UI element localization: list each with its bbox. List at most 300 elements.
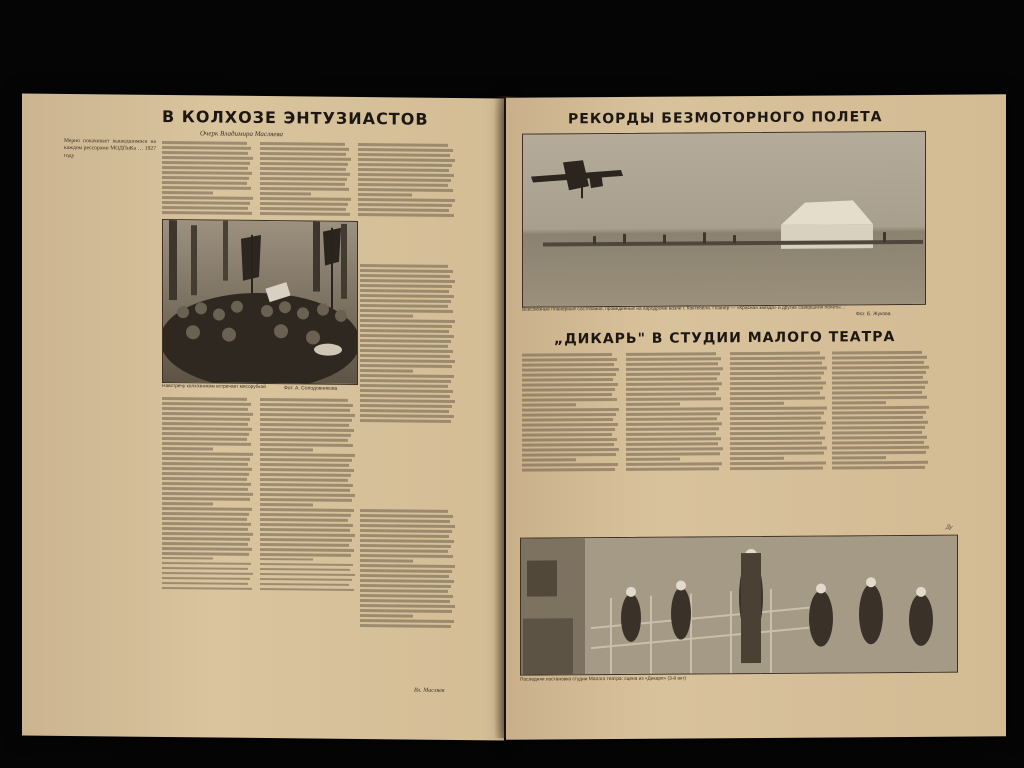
- text-line: [522, 373, 616, 376]
- text-line: [626, 403, 680, 406]
- text-line: [730, 432, 820, 435]
- text-line: [162, 447, 213, 450]
- left-text-column-5: [360, 262, 456, 503]
- text-line: [162, 532, 253, 536]
- text-line: [360, 519, 450, 523]
- text-line: [360, 349, 453, 353]
- text-line: [358, 203, 452, 207]
- text-line: [162, 417, 250, 421]
- text-line: [162, 537, 250, 541]
- text-line: [626, 373, 720, 376]
- text-line: [522, 408, 619, 411]
- text-line: [260, 463, 349, 467]
- text-line: [730, 422, 826, 425]
- text-line: [626, 412, 720, 415]
- text-line: [358, 208, 449, 212]
- left-text-column-8: [360, 507, 456, 688]
- text-line: [162, 482, 251, 486]
- text-line: [626, 447, 723, 450]
- text-line: [832, 431, 922, 434]
- text-line: [162, 141, 247, 144]
- text-line: [260, 423, 349, 427]
- text-line: [260, 498, 352, 502]
- text-line: [260, 418, 352, 422]
- text-line: [360, 574, 449, 578]
- text-line: [260, 533, 355, 537]
- text-line: [730, 462, 826, 465]
- text-line: [360, 374, 454, 378]
- text-line: [358, 173, 454, 177]
- text-line: [832, 466, 925, 469]
- text-line: [162, 176, 249, 180]
- text-line: [360, 399, 455, 403]
- text-line: [360, 369, 413, 372]
- text-line: [522, 443, 614, 446]
- text-line: [522, 468, 615, 471]
- text-line: [162, 211, 252, 215]
- text-line: [162, 477, 247, 480]
- text-line: [260, 197, 351, 201]
- text-line: [162, 196, 253, 200]
- text-line: [730, 467, 823, 470]
- text-line: [832, 376, 923, 379]
- text-line: [360, 609, 452, 613]
- text-line: [162, 582, 248, 585]
- right-photo-theatre: [520, 535, 958, 676]
- text-line: [522, 413, 616, 416]
- text-line: [260, 177, 347, 181]
- text-line: [832, 436, 927, 439]
- text-line: [162, 407, 248, 410]
- text-line: [260, 493, 355, 497]
- right-signature: Ду: [946, 524, 953, 531]
- text-line: [360, 279, 455, 283]
- text-line: [162, 462, 248, 465]
- text-line: [260, 433, 351, 437]
- text-line: [360, 284, 452, 288]
- text-line: [832, 396, 927, 399]
- left-signature: Вл. Масляев: [414, 687, 445, 694]
- crowd-photo-image: [163, 220, 357, 384]
- text-line: [260, 468, 354, 472]
- text-line: [730, 357, 825, 360]
- text-line: [162, 181, 247, 184]
- text-line: [360, 524, 455, 528]
- text-line: [162, 547, 252, 551]
- text-line: [260, 583, 349, 587]
- text-line: [360, 389, 453, 393]
- text-line: [162, 562, 251, 566]
- text-line: [832, 406, 929, 409]
- text-line: [162, 206, 248, 209]
- text-line: [162, 201, 250, 205]
- left-text-column-1: Мерно покачивает вышедшимися на каждом рессорами МОДПиКа … 1927 году: [64, 137, 156, 159]
- text-line: [162, 492, 253, 496]
- text-line: [730, 392, 820, 395]
- text-line: [162, 497, 250, 501]
- text-line: [162, 437, 247, 440]
- right-page: [506, 94, 1006, 739]
- left-text-column-6: [162, 395, 254, 686]
- text-line: [626, 388, 719, 391]
- text-line: [522, 383, 618, 386]
- text-line: [360, 509, 448, 513]
- text-line: [626, 378, 717, 381]
- right-text-column-3: [730, 349, 828, 532]
- text-line: [730, 362, 822, 365]
- text-line: [522, 353, 612, 356]
- text-line: [832, 381, 928, 384]
- text-line: [522, 368, 619, 371]
- text-line: [162, 507, 252, 511]
- left-headline: В КОЛХОЗЕ ЭНТУЗИАСТОВ: [162, 106, 429, 129]
- text-line: [730, 397, 825, 400]
- text-line: [360, 514, 453, 518]
- text-line: [162, 567, 248, 570]
- text-line: [522, 428, 615, 431]
- text-line: [360, 269, 453, 273]
- right-photo-glider-field: [522, 131, 926, 308]
- text-line: [522, 423, 618, 426]
- right-text-column-1: [522, 351, 620, 534]
- text-line: [832, 386, 925, 389]
- text-line: [260, 202, 348, 206]
- text-line: [162, 166, 248, 169]
- text-line: [358, 183, 448, 187]
- text-line: [522, 393, 612, 396]
- text-line: [522, 438, 617, 441]
- text-line: [260, 488, 350, 492]
- text-line: [360, 589, 448, 593]
- text-line: [360, 614, 413, 617]
- text-line: [260, 448, 313, 451]
- text-line: [162, 467, 252, 471]
- text-line: [162, 412, 253, 416]
- text-line: [360, 544, 451, 548]
- text-line: [162, 487, 248, 490]
- text-line: [360, 294, 454, 298]
- text-line: [730, 437, 825, 440]
- text-line: [360, 309, 453, 313]
- right-text-column-4: [832, 349, 930, 532]
- text-line: [522, 363, 614, 366]
- text-line: [730, 407, 827, 410]
- text-line: [260, 548, 354, 552]
- text-line: [626, 363, 718, 366]
- text-line: [162, 171, 252, 175]
- text-line: [730, 442, 822, 445]
- text-line: [360, 404, 452, 408]
- text-line: [626, 368, 723, 371]
- text-line: [522, 418, 613, 421]
- text-line: [626, 422, 722, 425]
- text-line: [260, 147, 349, 151]
- text-line: [626, 393, 716, 396]
- right-headline-1: РЕКОРДЫ БЕЗМОТОРНОГО ПОЛЕТА: [568, 109, 883, 128]
- text-line: [360, 289, 449, 293]
- text-line: [162, 397, 247, 400]
- text-line: [360, 584, 451, 588]
- text-line: [730, 417, 821, 420]
- text-line: [260, 503, 313, 506]
- right-photo-2-caption: Последняя постановка студии Малого театра: сцена из «Дикаря» (3-й акт): [520, 676, 687, 683]
- text-line: [360, 529, 452, 533]
- left-byline: Очерк Владимира Масляева: [200, 129, 283, 139]
- text-line: [260, 408, 350, 412]
- text-line: [358, 158, 455, 162]
- text-line: [832, 426, 925, 429]
- text-line: [626, 442, 718, 445]
- text-line: [626, 427, 719, 430]
- right-headline-2: „ДИКАРЬ" В СТУДИИ МАЛОГО ТЕАТРА: [554, 329, 896, 348]
- text-line: [522, 398, 617, 401]
- text-line: [360, 334, 454, 338]
- text-line: [832, 451, 926, 454]
- text-line: [360, 559, 413, 562]
- text-line: [730, 457, 784, 460]
- text-line: [832, 456, 886, 459]
- text-line: [260, 513, 351, 517]
- text-line: [162, 402, 251, 406]
- text-line: [360, 354, 450, 358]
- text-line: [260, 568, 350, 572]
- text-line: [260, 212, 350, 216]
- text-line: [162, 186, 251, 190]
- text-line: [730, 367, 827, 370]
- text-line: [360, 409, 449, 413]
- text-line: [260, 543, 349, 547]
- left-text-column-4: [358, 141, 456, 260]
- text-line: [360, 314, 413, 317]
- text-line: [360, 539, 454, 543]
- magazine-spread: [22, 96, 1012, 738]
- text-line: [360, 339, 451, 343]
- text-line: [260, 162, 348, 166]
- left-photo-caption: Навстречу колхозникам встречает мясорубкой: [162, 383, 266, 391]
- text-line: [626, 462, 722, 465]
- text-line: [358, 193, 412, 196]
- text-line: [832, 401, 886, 404]
- text-line: [162, 587, 252, 591]
- text-line: [162, 452, 253, 456]
- text-line: [260, 523, 353, 527]
- text-line: [360, 624, 451, 628]
- text-line: [162, 552, 249, 556]
- text-line: [626, 458, 680, 461]
- text-line: [730, 402, 784, 405]
- text-line: [260, 443, 353, 447]
- text-line: [832, 446, 929, 449]
- text-line: [360, 359, 455, 363]
- text-line: [260, 578, 352, 582]
- text-line: [260, 473, 351, 477]
- text-line: [260, 438, 348, 442]
- text-line: [360, 579, 454, 583]
- text-line: [730, 427, 823, 430]
- text-line: [832, 351, 922, 354]
- text-line: [522, 388, 615, 391]
- text-line: [358, 188, 453, 192]
- text-line: [360, 364, 452, 368]
- text-line: [832, 421, 928, 424]
- left-photo-credit: Фот. А. Солодовникова: [284, 385, 338, 392]
- text-line: [162, 527, 248, 530]
- text-line: [730, 447, 827, 450]
- text-line: [260, 508, 354, 512]
- text-line: [360, 564, 455, 568]
- text-line: [832, 441, 924, 444]
- text-line: [626, 353, 716, 356]
- text-line: [360, 344, 448, 348]
- text-line: [832, 416, 923, 419]
- text-line: [260, 573, 355, 577]
- text-line: [260, 453, 355, 457]
- text-line: [358, 148, 453, 152]
- text-line: [626, 407, 723, 410]
- text-line: [730, 387, 823, 390]
- text-line: [832, 361, 924, 364]
- text-line: [730, 377, 821, 380]
- text-line: [730, 352, 820, 355]
- text-line: [360, 324, 452, 328]
- text-line: [522, 453, 616, 456]
- text-line: [626, 383, 722, 386]
- text-line: [260, 192, 311, 195]
- text-line: [832, 356, 927, 359]
- text-line: [260, 413, 355, 417]
- text-line: [626, 432, 716, 435]
- text-line: [522, 403, 576, 406]
- left-text-column-7: [260, 396, 356, 687]
- right-photo-1-credit: Фот. Б. Жукова: [856, 311, 891, 318]
- text-line: [360, 554, 453, 558]
- text-line: [162, 517, 247, 520]
- text-line: [260, 478, 348, 482]
- text-line: [162, 156, 253, 160]
- text-line: [162, 577, 250, 581]
- text-line: [730, 412, 824, 415]
- right-text-column-2: [626, 350, 724, 533]
- right-photo-1-caption: Всесоюзные планерные состязания, проведенные на аэродроме возле г. Коктебеля. Планер — «Красная звезда» и другие совершили полеты…: [522, 305, 846, 313]
- text-line: [358, 178, 451, 182]
- text-line: [832, 371, 926, 374]
- left-photo-crowd: [162, 219, 358, 385]
- text-line: [260, 172, 350, 176]
- text-line: [260, 398, 348, 402]
- text-line: [730, 372, 824, 375]
- text-line: [360, 299, 451, 303]
- theatre-photo-image: [521, 536, 957, 675]
- text-line: [260, 167, 346, 170]
- text-line: [626, 437, 721, 440]
- text-line: [260, 563, 353, 567]
- text-line: [360, 264, 448, 268]
- text-line: [260, 588, 354, 592]
- text-line: [360, 599, 450, 603]
- text-line: [358, 153, 450, 157]
- text-line: [360, 329, 449, 333]
- text-line: [832, 411, 926, 414]
- text-line: [832, 461, 928, 464]
- text-line: [730, 452, 824, 455]
- text-line: [260, 187, 349, 191]
- text-line: [522, 358, 617, 361]
- text-line: [360, 549, 448, 553]
- text-line: [162, 432, 249, 436]
- text-line: [522, 433, 612, 436]
- text-line: [260, 182, 345, 185]
- text-line: [260, 157, 351, 161]
- text-line: [162, 512, 249, 516]
- text-line: [162, 557, 213, 560]
- text-line: [626, 467, 719, 470]
- text-line: [260, 558, 313, 561]
- text-line: [832, 366, 929, 369]
- text-line: [260, 152, 346, 155]
- text-line: [260, 142, 345, 145]
- text-line: [260, 458, 352, 462]
- text-line: [162, 146, 251, 150]
- text-line: [626, 358, 721, 361]
- text-line: [162, 542, 248, 545]
- text-line: [522, 458, 576, 461]
- text-line: [360, 384, 448, 388]
- text-line: [360, 304, 448, 308]
- text-line: [626, 417, 717, 420]
- text-line: [260, 518, 348, 522]
- text-line: [260, 207, 346, 210]
- text-line: [260, 403, 353, 407]
- text-line: [360, 274, 450, 278]
- text-line: [360, 604, 455, 608]
- text-line: [360, 419, 451, 423]
- text-line: [358, 168, 449, 172]
- glider-photo-image: [523, 132, 925, 307]
- text-line: [360, 594, 453, 598]
- text-line: [162, 502, 213, 505]
- text-line: [162, 161, 250, 165]
- text-line: [522, 448, 619, 451]
- text-line: [626, 452, 720, 455]
- text-line: [162, 191, 213, 194]
- left-page: [22, 93, 504, 740]
- text-line: [360, 569, 452, 573]
- text-line: [522, 378, 613, 381]
- text-line: [162, 442, 251, 446]
- text-line: [162, 522, 251, 526]
- text-line: [260, 538, 352, 542]
- text-line: [360, 394, 450, 398]
- text-line: [162, 427, 252, 431]
- text-line: [358, 163, 452, 167]
- text-line: [162, 572, 253, 576]
- text-line: [260, 553, 351, 557]
- text-line: [260, 528, 350, 532]
- text-line: [162, 457, 250, 461]
- text-line: [360, 414, 454, 418]
- text-line: [522, 463, 618, 466]
- text-line: [260, 483, 353, 487]
- text-line: [358, 198, 455, 202]
- text-line: [832, 391, 922, 394]
- text-line: [162, 472, 249, 476]
- text-line: [360, 319, 455, 323]
- text-line: [358, 213, 454, 217]
- text-line: [360, 534, 449, 538]
- text-line: [730, 382, 826, 385]
- text-line: [358, 143, 448, 147]
- text-line: [162, 151, 248, 154]
